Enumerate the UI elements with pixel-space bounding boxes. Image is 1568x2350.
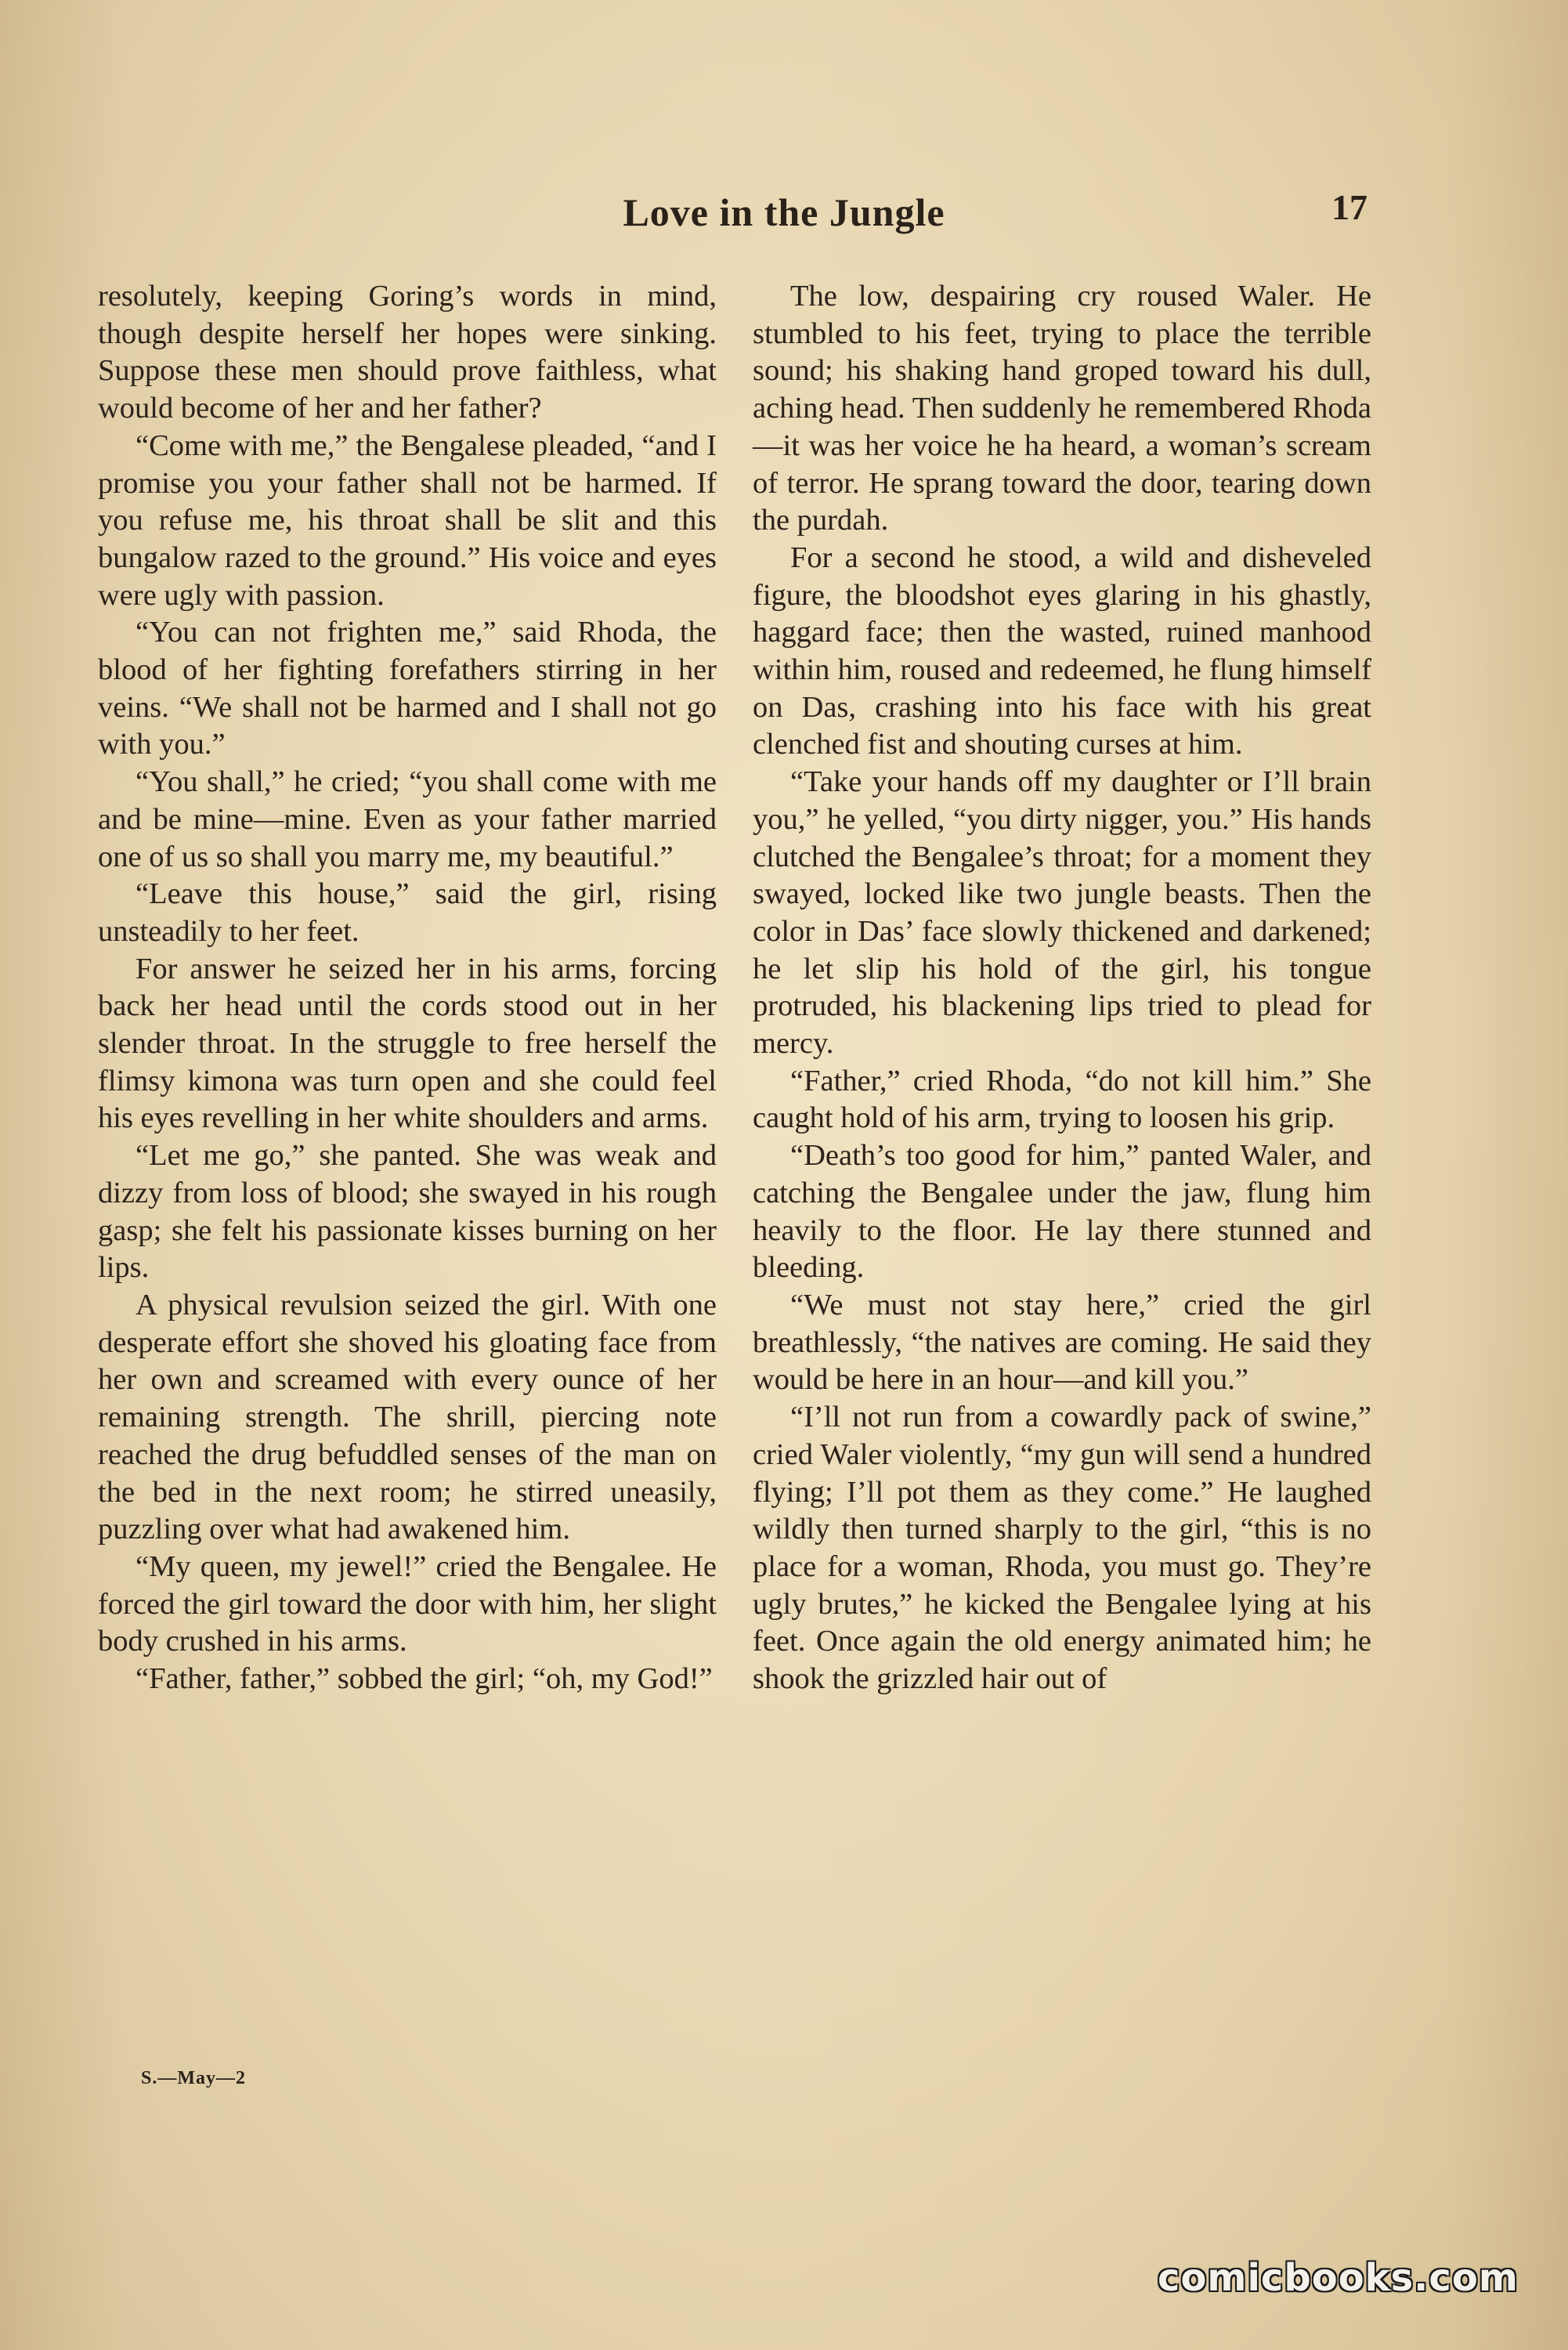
watermark: comicbooks.com	[1158, 2256, 1519, 2300]
paragraph: “I’ll not run from a cowardly pack of swine,” cried Waler violently, “my gun will send a hundred flying; I’ll pot them as they come.” He laughed wildly then turned sharply to the girl, “this is no place for a woman, Rhoda, you must go. They’re ugly brutes,” he kicked the Bengalee lying at his feet. Once again the old energy animated him; he shook the grizzled hair out of	[753, 1401, 1371, 1696]
paragraph: A physical revulsion seized the girl. With one desperate effort she shoved his gloating face from her own and screamed with every ounce of her remaining strength. The shrill, piercing note reached the drug befuddled senses of the man on the bed in the next room; he stirred uneasily, puzzling over what had awakened him.	[98, 1288, 717, 1546]
paragraph: “Take your hands off my daughter or I’ll brain you,” he yelled, “you dirty nigger, you.” His hands clutched the Bengalee’s throat; for a moment they swayed, locked like two jungle beasts. Then the color in Das’ face slowly thickened and darkened; he let slip his hold of the girl, his tongue protruded, his blackening lips tried to plead for mercy.	[753, 765, 1371, 1061]
paragraph: For answer he seized her in his arms, forcing back her head until the cords stood out in her slender throat. In the struggle to free herself the flimsy kimona was turn open and she could feel his eyes revelling in her white shoulders and arms.	[98, 952, 717, 1135]
page-number: 17	[1331, 187, 1367, 227]
paragraph: “Death’s too good for him,” panted Waler, and catching the Bengalee under the jaw, flung him heavily to the floor. He lay there stunned and bleeding.	[753, 1139, 1371, 1285]
paragraph: “Let me go,” she panted. She was weak and dizzy from loss of blood; she swayed in his rough gasp; she felt his passionate kisses burning on her lips.	[98, 1139, 717, 1285]
page-title: Love in the Jungle	[623, 190, 945, 234]
paragraph: “You can not frighten me,” said Rhoda, the blood of her fighting forefathers stirring in her veins. “We shall not be harmed and I shall not go with you.”	[98, 616, 717, 761]
paragraph: “Leave this house,” said the girl, rising unsteadily to her feet.	[98, 877, 717, 948]
paragraph: “We must not stay here,” cried the girl breathlessly, “the natives are coming. He said they would be here in an hour—and kill you.”	[753, 1288, 1371, 1397]
paragraph: resolutely, keeping Goring’s words in mind, though despite herself her hopes were sinking. Suppose these men should prove faithless, what would become of her and her father?	[98, 280, 717, 425]
right-column	[753, 278, 1371, 1698]
paragraph: “You shall,” he cried; “you shall come with me and be mine—mine. Even as your father married one of us so shall you marry me, my beautiful.”	[98, 765, 717, 873]
paragraph: “My queen, my jewel!” cried the Bengalee. He forced the girl toward the door with him, her slight body crushed in his arms.	[98, 1549, 717, 1658]
paragraph: “Father,” cried Rhoda, “do not kill him.” She caught hold of his arm, trying to loosen his grip.	[753, 1064, 1371, 1135]
signature-mark: S.—May—2	[141, 2068, 246, 2088]
paragraph: The low, despairing cry roused Waler. He stumbled to his feet, trying to place the terrible sound; his shaking hand groped toward his dull, aching head. Then suddenly he remembered Rhoda—it was her voice he ha heard, a woman’s scream of terror. He sprang toward the door, tearing down the purdah.	[753, 280, 1371, 537]
left-column	[98, 278, 717, 1698]
paragraph: “Come with me,” the Bengalese pleaded, “and I promise you your father shall not be harmed. If you refuse me, his throat shall be slit and this bungalow razed to the ground.” His voice and eyes were ugly with passion.	[98, 428, 717, 612]
paragraph: For a second he stood, a wild and disheveled figure, the bloodshot eyes glaring in his ghastly, haggard face; then the wasted, ruined manhood within him, roused and redeemed, he flung himself on Das, crashing into his face with his great clenched fist and shouting curses at him.	[753, 540, 1371, 761]
paragraph: “Father, father,” sobbed the girl; “oh, my God!”	[135, 1662, 713, 1696]
